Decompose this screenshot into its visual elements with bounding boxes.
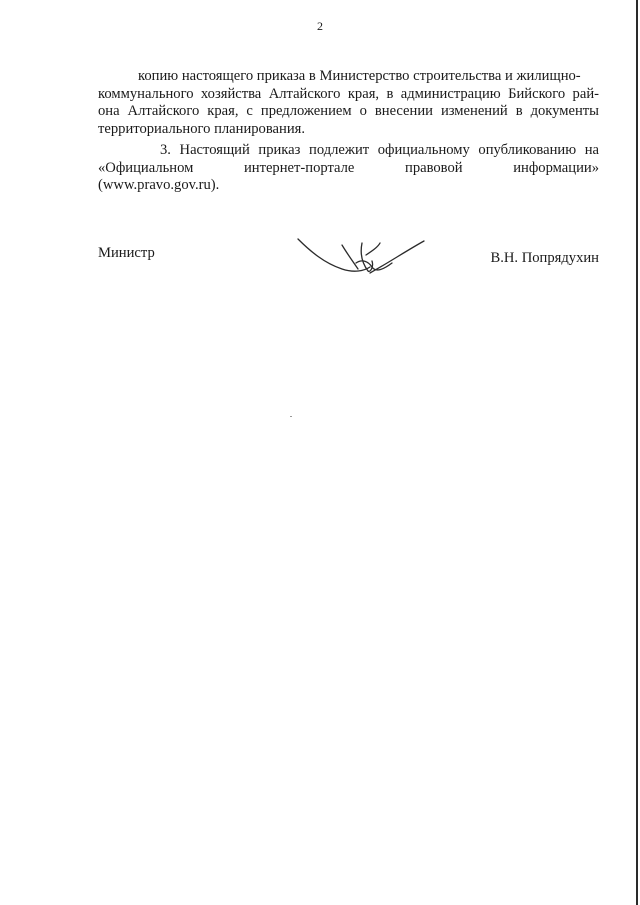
- signature-block: [98, 233, 599, 283]
- paragraph-copy-order: [98, 68, 599, 138]
- signatory-name: В.Н. Попрядухин: [490, 250, 599, 266]
- paragraph-line: «Официальном интернет-портале правовой информации»: [98, 159, 599, 176]
- scan-speck: [290, 416, 292, 417]
- paragraph-publication: [98, 142, 599, 195]
- paragraph-line: она Алтайского края, с предложением о внесении изменений в документы: [98, 103, 599, 119]
- paragraph-line: (www.pravo.gov.ru).: [98, 177, 220, 193]
- paragraph-line: коммунального хозяйства Алтайского края, в администрацию Бийского рай-: [98, 85, 599, 102]
- page-number: 2: [317, 19, 323, 33]
- paragraph-line: 3. Настоящий приказ подлежит официальному опубликованию на: [160, 142, 599, 158]
- paragraph-line: копию настоящего приказа в Министерство строительства и жилищно-: [138, 68, 581, 84]
- scan-edge-line: [636, 0, 638, 905]
- handwritten-signature: [296, 233, 426, 279]
- signatory-title: Министр: [98, 245, 155, 261]
- paragraph-line: территориального планирования.: [98, 120, 306, 137]
